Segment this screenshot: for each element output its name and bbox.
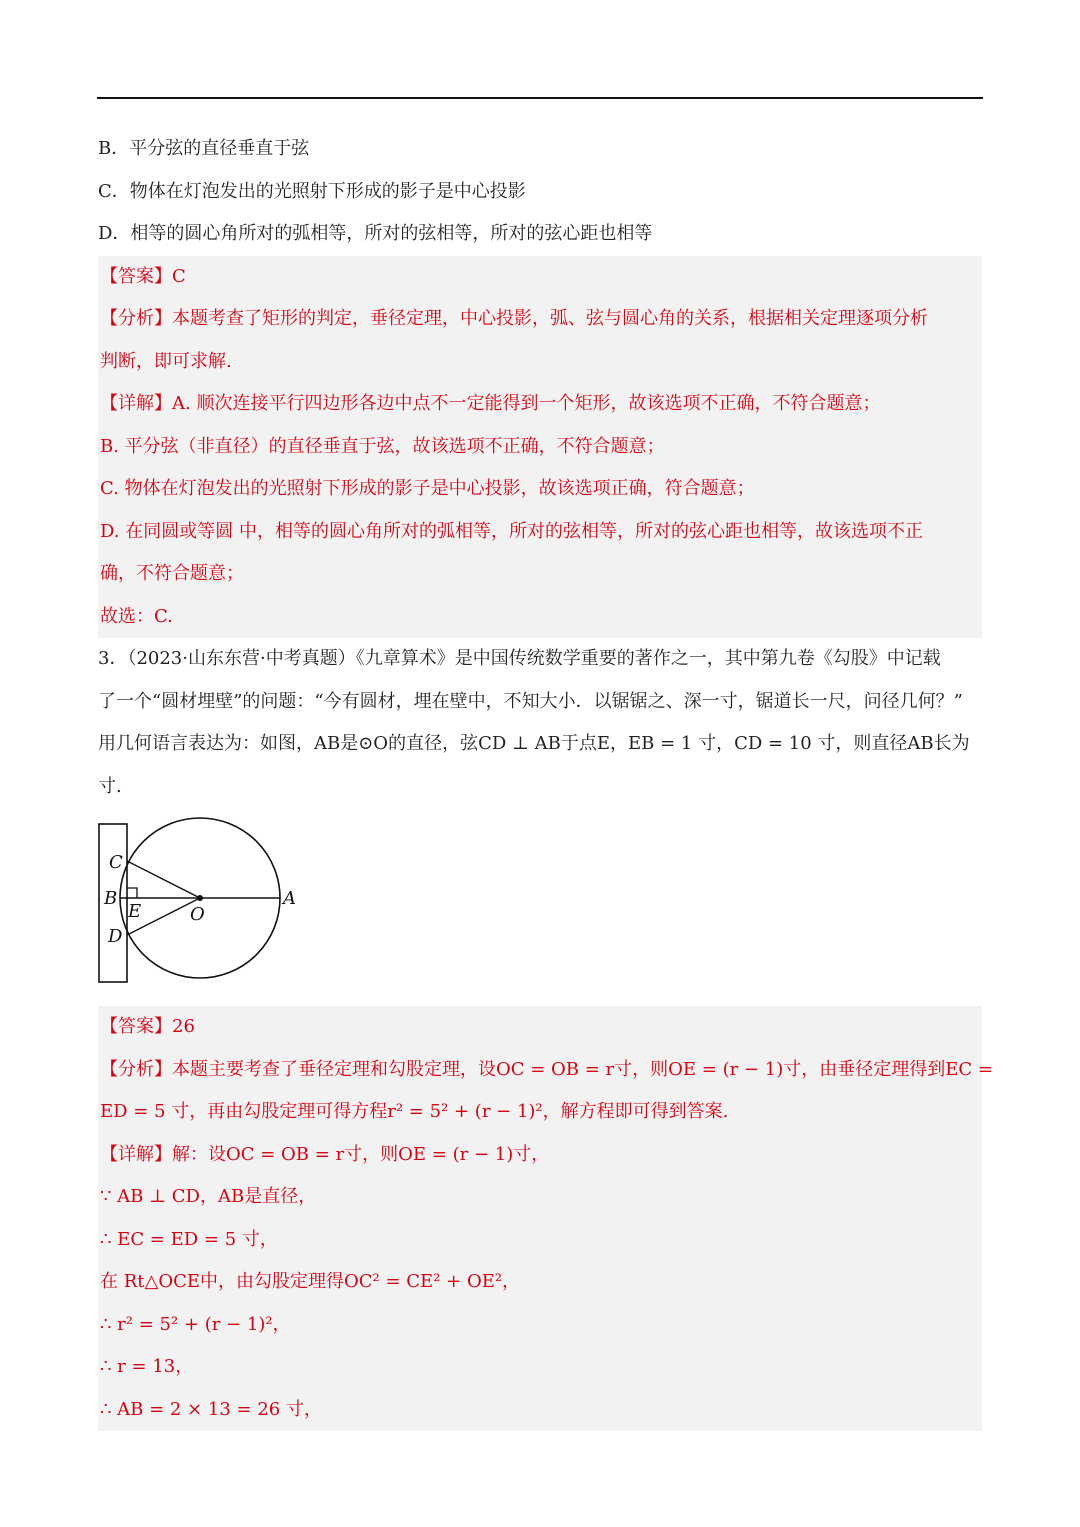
- detail-line: B. 平分弦（非直径）的直径垂直于弦，故该选项不正确，不符合题意；: [100, 435, 665, 457]
- option-d: D．相等的圆心角所对的弧相等，所对的弦相等，所对的弦心距也相等: [98, 223, 653, 244]
- q3-answer-block: [98, 1006, 993, 1431]
- circle-in-wall-figure: [98, 808, 982, 1006]
- stem-line: 用几何语言表达为：如图，AB是⊙O的直径，弦CD ⊥ AB于点E，EB = 1 寸，CD = 10 寸，则直径AB长为: [98, 733, 970, 754]
- geometry-diagram: [98, 816, 318, 988]
- conclusion-line: 故选：C.: [100, 605, 173, 627]
- detail-line: D. 在同圆或等圆 中，相等的圆心角所对的弧相等，所对的弦相等，所对的弦心距也相等，故该选项不正: [100, 520, 923, 542]
- detail-line: 在 Rt△OCE中，由勾股定理得OC² = CE² + OE²，: [100, 1271, 521, 1292]
- stem-line: 3．（2023·山东东营·中考真题）《九章算术》是中国传统数学重要的著作之一，其中第九卷《勾股》中记载: [98, 648, 941, 669]
- stem-line: 寸.: [98, 775, 122, 797]
- label-c: C: [109, 852, 123, 873]
- label-e: E: [128, 901, 142, 922]
- detail-line: ∵ AB ⊥ CD，AB是直径，: [100, 1186, 317, 1207]
- label-o: O: [190, 904, 205, 925]
- segment-oc: [127, 861, 200, 898]
- previous-question-options: [98, 128, 982, 256]
- detail-line: 确，不符合题意；: [100, 563, 244, 584]
- label-d: D: [108, 926, 123, 947]
- detail-line: ∴ AB = 2 × 13 = 26 寸，: [100, 1398, 322, 1420]
- option-b: B．平分弦的直径垂直于弦: [98, 138, 310, 159]
- analysis-line: 【分析】本题考查了矩形的判定，垂径定理，中心投影，弧、弦与圆心角的关系，根据相关定理逐项分析: [100, 308, 928, 329]
- detail-line: ∴ r = 13，: [100, 1356, 194, 1377]
- detail-line: 【详解】A. 顺次连接平行四边形各边中点不一定能得到一个矩形，故该选项不正确，不符合题意；: [100, 393, 881, 414]
- answer-line: 【答案】26: [100, 1016, 195, 1037]
- header-rule: [97, 97, 983, 99]
- right-angle-mark: [127, 888, 137, 898]
- q2-answer-block: [98, 256, 982, 639]
- analysis-line: 判断，即可求解.: [100, 350, 232, 372]
- stem-line: 了一个“圆材埋壁”的问题：“今有圆材，埋在壁中，不知大小．以锯锯之、深一寸，锯道长一尺，问径几何？”: [98, 690, 963, 712]
- center-point: [197, 895, 203, 901]
- option-c: C．物体在灯泡发出的光照射下形成的影子是中心投影: [98, 180, 526, 202]
- analysis-line: 【分析】本题主要考查了垂径定理和勾股定理，设OC = OB = r寸，则OE = (r − 1)寸，由垂径定理得到EC =: [100, 1058, 993, 1080]
- label-a: A: [283, 888, 296, 909]
- detail-line: ∴ EC = ED = 5 寸，: [100, 1228, 278, 1250]
- detail-line: 【详解】解：设OC = OB = r寸，则OE = (r − 1)寸，: [100, 1143, 550, 1165]
- detail-line: C. 物体在灯泡发出的光照射下形成的影子是中心投影，故该选项正确，符合题意；: [100, 478, 755, 499]
- analysis-line: ED = 5 寸，再由勾股定理可得方程r² = 5² + (r − 1)²，解方程即可得到答案.: [100, 1101, 729, 1122]
- page-content: [98, 128, 993, 1431]
- label-b: B: [104, 888, 118, 909]
- answer-line: 【答案】C: [100, 265, 186, 287]
- detail-line: ∴ r² = 5² + (r − 1)²，: [100, 1313, 291, 1335]
- question-3-stem: [98, 638, 982, 808]
